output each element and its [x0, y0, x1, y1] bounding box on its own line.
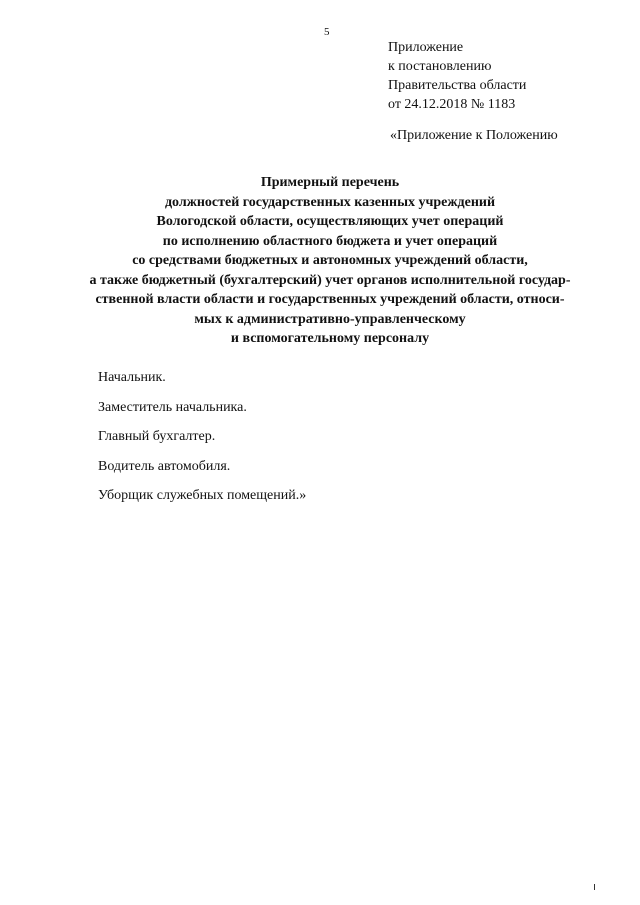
position-item: Начальник.	[98, 370, 166, 385]
attachment-line: от 24.12.2018 № 1183	[388, 97, 516, 112]
attachment-line: к постановлению	[388, 59, 492, 74]
title-line: Примерный перечень	[260, 175, 400, 190]
scan-mark	[594, 884, 595, 890]
position-item: Уборщик служебных помещений.»	[98, 488, 307, 503]
title-line: ственной власти области и государственных учреждений области, относи-	[95, 292, 565, 307]
positions-list	[98, 370, 306, 518]
attachment-line: Правительства области	[388, 78, 527, 93]
title-line: Вологодской области, осуществляющих учет операций	[156, 214, 504, 229]
position-item: Водитель автомобиля.	[98, 458, 231, 474]
title-line: мых к административно-управленческому	[194, 311, 466, 327]
title-line: а также бюджетный (бухгалтерский) учет органов исполнительной государ-	[89, 272, 571, 288]
page-number: 5	[324, 26, 330, 38]
position-item: Главный бухгалтер.	[98, 429, 216, 444]
title-line: должностей государственных казенных учреждений	[164, 194, 496, 210]
title-line: и вспомогательному персоналу	[230, 331, 430, 346]
document-title	[60, 173, 600, 349]
attachment-line: Приложение	[388, 40, 464, 55]
attachment-header	[388, 38, 526, 114]
title-line: по исполнению областного бюджета и учет операций	[162, 233, 498, 249]
position-item: Заместитель начальника.	[98, 399, 247, 415]
regulation-reference: «Приложение к Положению	[390, 128, 558, 143]
title-line: со средствами бюджетных и автономных учреждений области,	[132, 253, 528, 268]
